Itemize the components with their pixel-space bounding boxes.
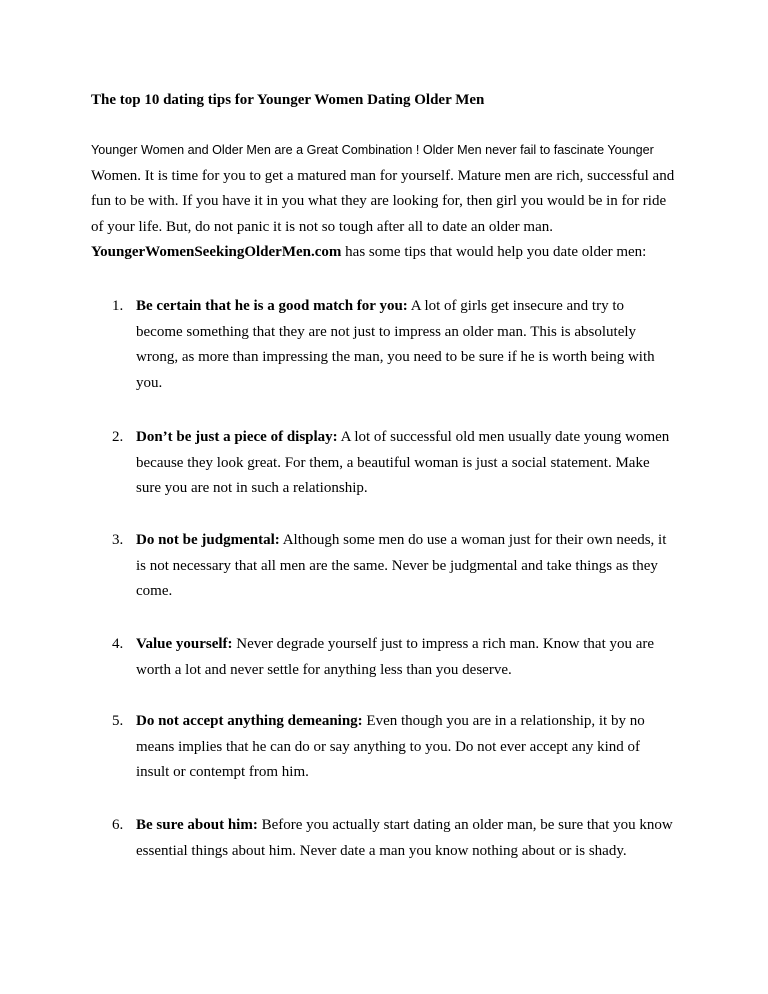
tip-line: Although some men do use a woman just for their own needs, it	[279, 532, 667, 548]
tip-text	[136, 813, 696, 864]
tip-line: is not necessary that all men are the same. Never be judgmental and take things as they	[136, 557, 658, 574]
tip-heading: Do not accept anything demeaning:	[136, 713, 363, 729]
tip-line: come.	[136, 583, 173, 600]
tip-line: sure you are not in such a relationship.	[136, 480, 368, 497]
intro-line: Women. It is time for you to get a matured man for yourself. Mature men are rich, successful and	[91, 167, 675, 184]
tip-line: Never degrade yourself just to impress a rich man. Know that you are	[232, 636, 655, 652]
tip-text	[136, 528, 696, 605]
tip-number: 4.	[112, 636, 124, 652]
tip-number: 3.	[112, 532, 124, 548]
site-name: YoungerWomenSeekingOlderMen.com	[91, 244, 342, 261]
tip-line: worth a lot and never settle for anything less than you deserve.	[136, 661, 512, 678]
tip-line: because they look great. For them, a beautiful woman is just a social statement. Make	[136, 454, 650, 471]
tip-number: 6.	[112, 817, 124, 833]
intro-line-rest: has some tips that would help you date older men:	[341, 244, 647, 261]
tip-heading: Be certain that he is a good match for you:	[136, 298, 408, 314]
tip-heading: Value yourself:	[136, 636, 233, 652]
tip-text	[136, 632, 696, 683]
tip-number: 2.	[112, 429, 124, 445]
tip-text	[136, 425, 696, 502]
tip-line: wrong, as more than impressing the man, you need to be sure if he is worth being with	[136, 349, 655, 366]
intro-line: fun to be with. If you have it in you what they are looking for, then girl you would be in for ride	[91, 193, 667, 210]
tip-line: A lot of successful old men usually date young women	[337, 429, 670, 445]
tip-line: Even though you are in a relationship, it by no	[362, 713, 645, 729]
tip-heading: Do not be judgmental:	[136, 532, 280, 548]
tip-line: Before you actually start dating an older man, be sure that you know	[257, 817, 673, 833]
tip-heading: Be sure about him:	[136, 817, 258, 833]
tip-number: 5.	[112, 713, 124, 729]
tip-line: means implies that he can do or say anything to you. Do not ever accept any kind of	[136, 738, 641, 755]
tip-number: 1.	[112, 298, 124, 314]
tip-line: A lot of girls get insecure and try to	[407, 298, 624, 314]
intro-line	[91, 240, 691, 266]
intro-paragraph	[91, 138, 691, 266]
tip-line: you.	[136, 374, 163, 391]
tip-line: insult or contempt from him.	[136, 764, 309, 781]
tip-text	[136, 294, 696, 396]
tip-text	[136, 709, 696, 786]
intro-line: Younger Women and Older Men are a Great Combination ! Older Men never fail to fascinate Younger	[91, 143, 654, 157]
tip-line: become something that they are not just to impress an older man. This is absolutely	[136, 323, 637, 340]
page-title: The top 10 dating tips for Younger Women Dating Older Men	[91, 92, 485, 108]
tip-line: essential things about him. Never date a man you know nothing about or is shady.	[136, 842, 627, 859]
tip-heading: Don’t be just a piece of display:	[136, 429, 338, 445]
intro-line: of your life. But, do not panic it is not so tough after all to date an older man.	[91, 218, 553, 235]
